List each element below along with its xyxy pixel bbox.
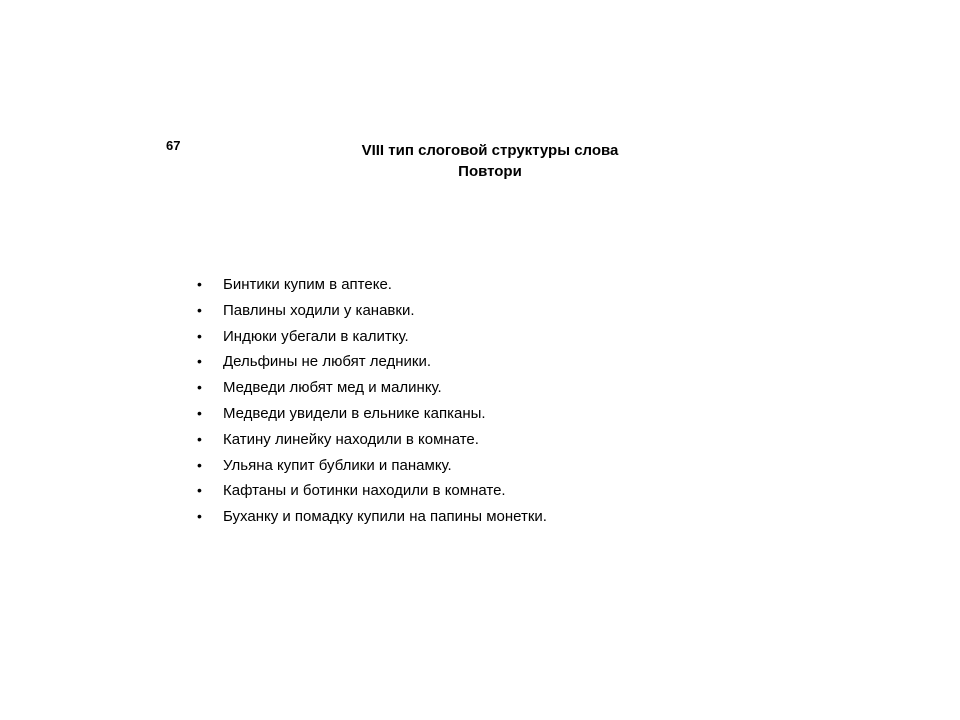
sentence-text: Ульяна купит бублики и панамку.: [223, 456, 452, 474]
bullet-icon: •: [197, 379, 202, 396]
bullet-icon: •: [197, 301, 202, 318]
list-item: [196, 402, 547, 428]
sentence-text: Дельфины не любят ледники.: [223, 353, 432, 371]
bullet-icon: •: [197, 276, 202, 292]
sentence-list: [196, 273, 547, 531]
title-block: [280, 140, 700, 182]
page-title: VIII тип слоговой структуры слова: [361, 142, 619, 159]
list-item: [196, 454, 547, 480]
bullet-icon: •: [197, 456, 202, 473]
sentence-text: Бинтики купим в аптеке.: [223, 276, 392, 293]
sentence-text: Медведи увидели в ельнике капканы.: [223, 404, 486, 422]
list-item: [196, 376, 547, 402]
list-item: [196, 299, 547, 325]
list-item: [196, 273, 547, 299]
list-item: [196, 350, 547, 376]
list-item: [196, 479, 547, 505]
sentence-text: Буханку и помадку купили на папины монетки.: [223, 508, 547, 526]
page-subtitle: Повтори: [458, 163, 522, 180]
bullet-icon: •: [197, 353, 202, 370]
bullet-icon: •: [197, 327, 202, 344]
list-item: [196, 505, 547, 531]
bullet-icon: •: [197, 430, 202, 447]
list-item: [196, 428, 547, 454]
sentence-text: Индюки убегали в калитку.: [223, 327, 409, 345]
bullet-icon: •: [197, 404, 202, 421]
sentence-text: Павлины ходили у канавки.: [223, 301, 415, 319]
sentence-text: Катину линейку находили в комнате.: [223, 430, 479, 448]
page-number: 67: [166, 138, 181, 153]
bullet-icon: •: [197, 482, 202, 499]
sentence-text: Кафтаны и ботинки находили в комнате.: [223, 482, 506, 500]
bullet-icon: •: [197, 508, 202, 525]
sentence-text: Медведи любят мед и малинку.: [223, 379, 442, 397]
list-item: [196, 325, 547, 351]
